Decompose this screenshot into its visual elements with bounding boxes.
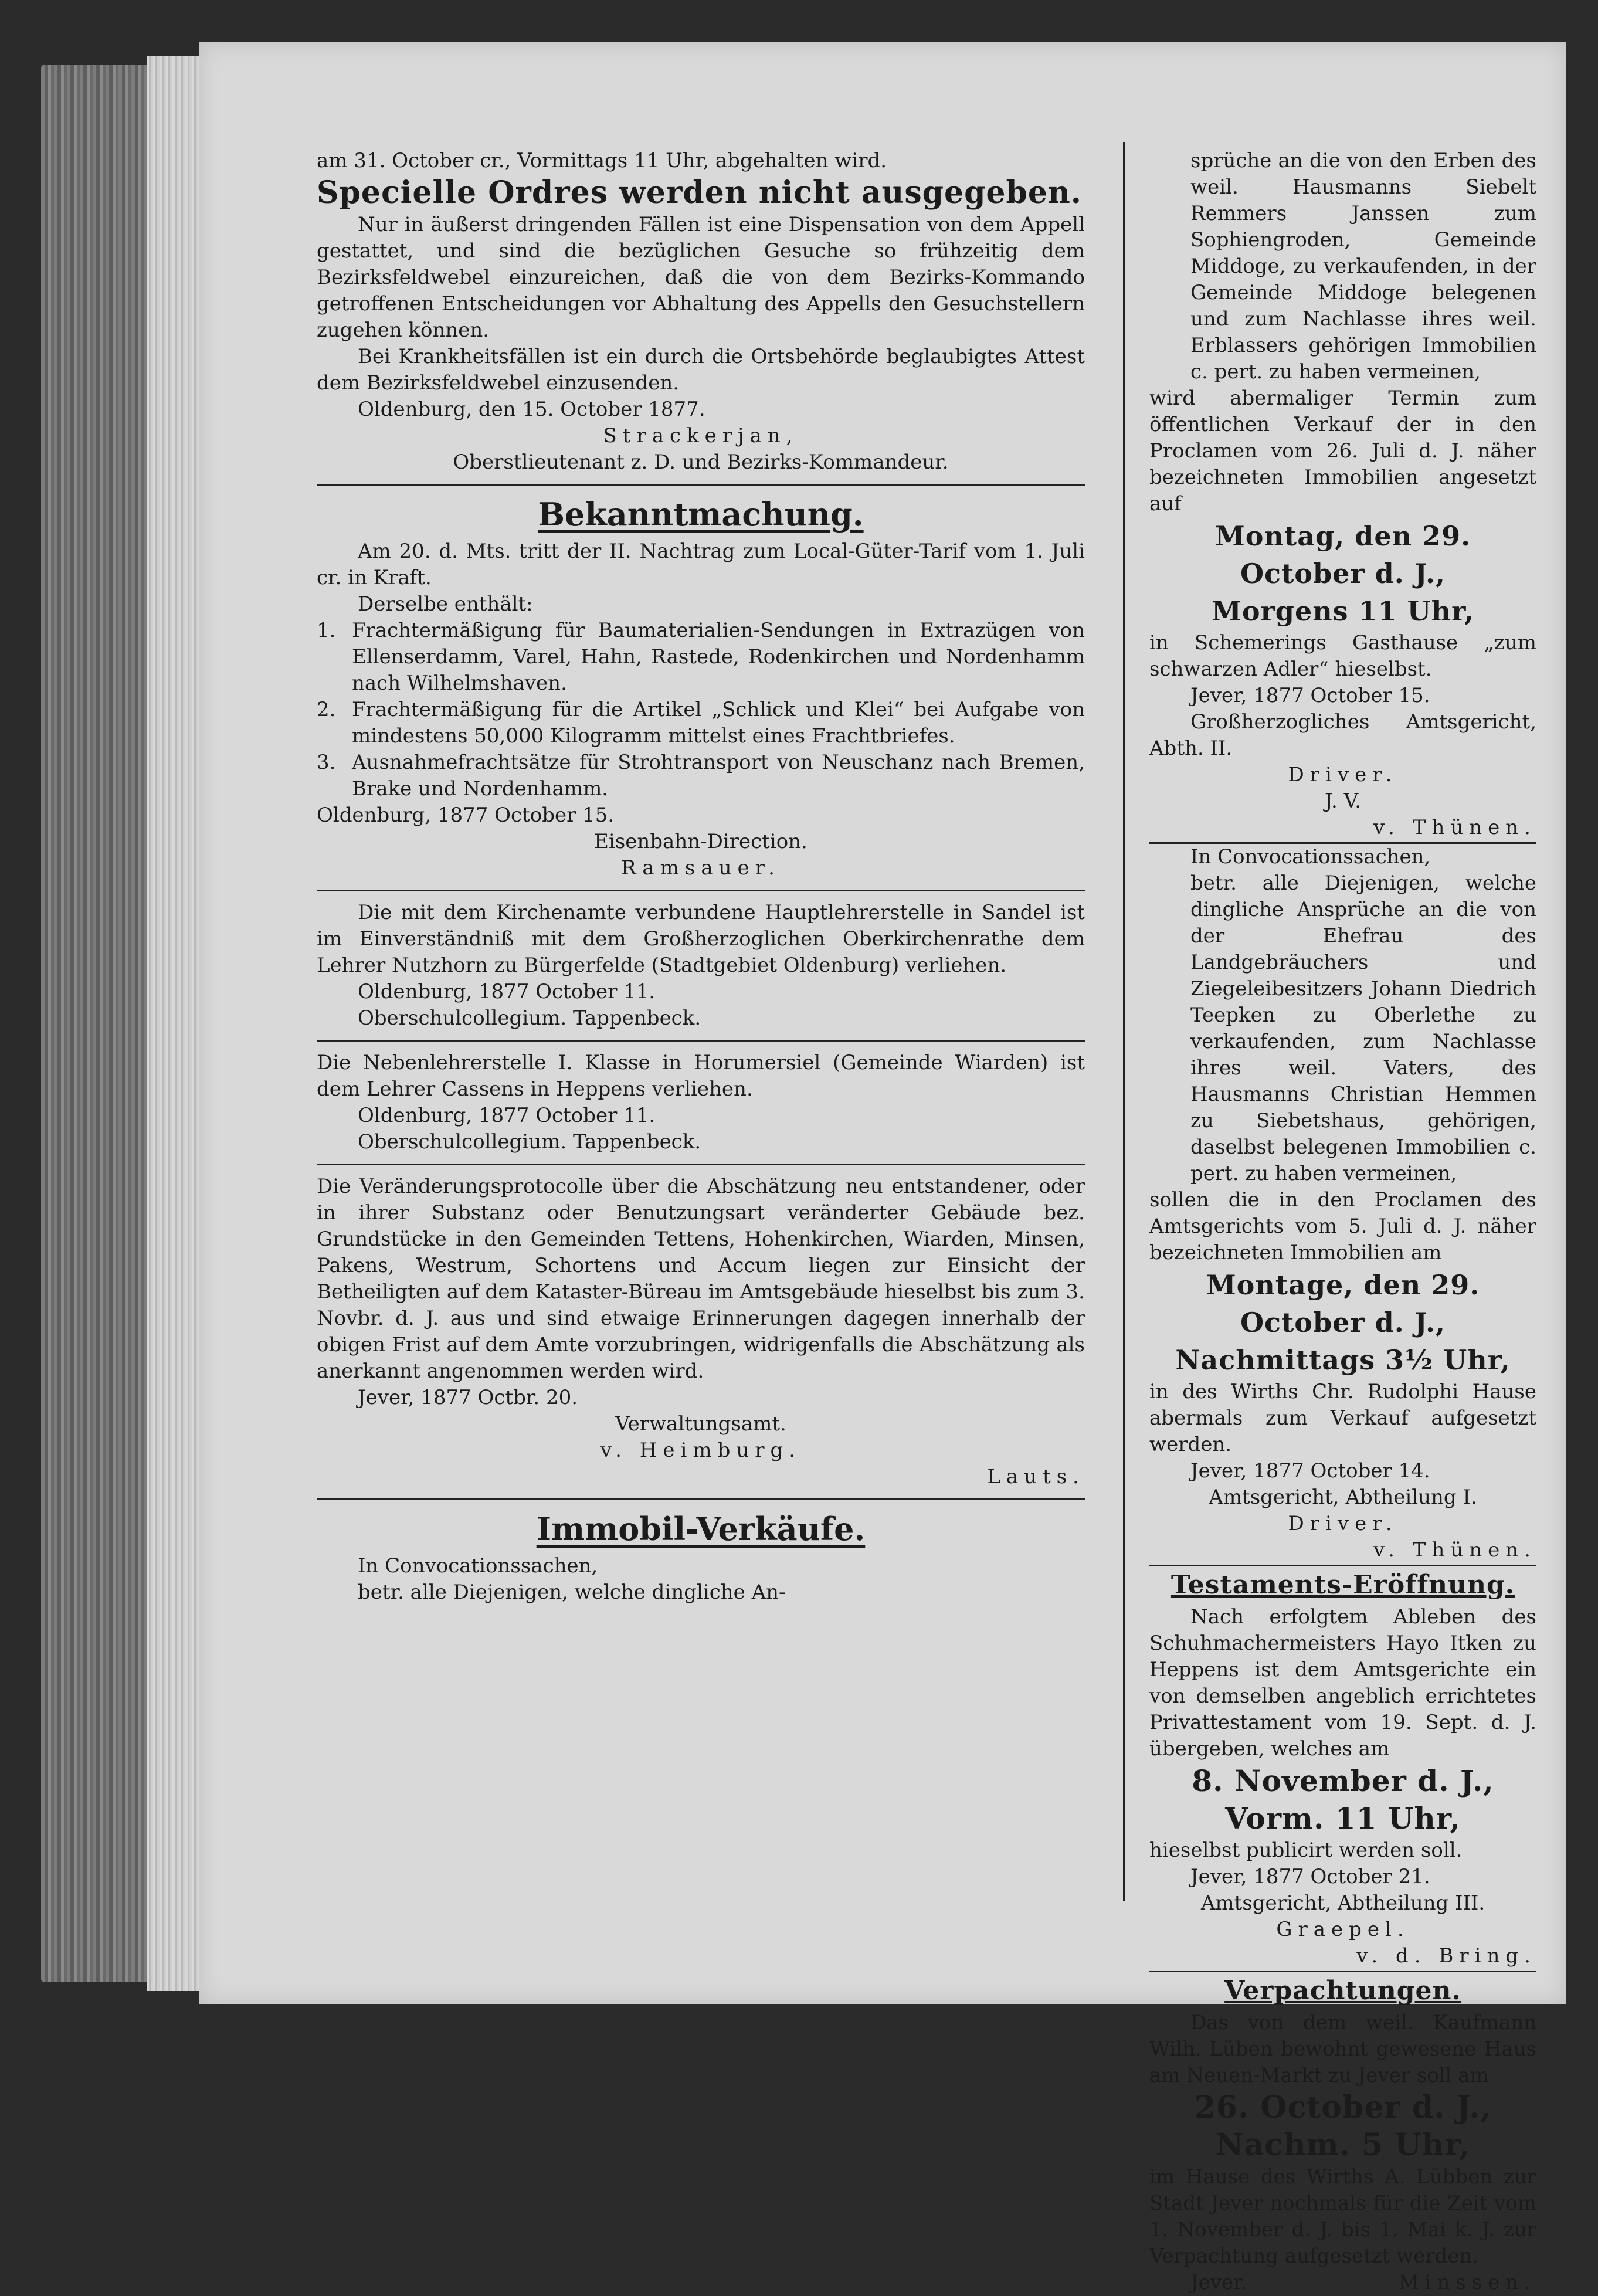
dateline: Jever, 1877 October 21. (1190, 1865, 1430, 1888)
signer-name: Lauts. (987, 1465, 1085, 1488)
paragraph: Am 20. d. Mts. tritt der II. Nachtrag zum Local-Güter-Tarif vom 1. Juli cr. in Kraft. (317, 540, 1085, 589)
paragraph: Die Nebenlehrerstelle I. Klasse in Horumersiel (Gemeinde Wiarden) ist dem Lehrer Cassens in Heppens verliehen. (317, 1051, 1085, 1101)
signer-name: Strackerjan, (603, 424, 799, 447)
date-heading: 26. October d. J., (1194, 2090, 1492, 2125)
dateline: Oldenburg, 1877 October 11. (358, 1104, 656, 1127)
list-number: 1. (317, 619, 336, 642)
paragraph: Bei Krankheitsfällen ist ein durch die Ortsbehörde beglaubigtes Attest dem Bezirksfeldwebel einzusenden. (317, 345, 1085, 395)
time-heading: Vorm. 11 Uhr, (1225, 1801, 1461, 1836)
paragraph: Das von dem weil. Kaufmann Wilh. Lüben bewohnt gewesene Haus am Neuen-Markt zu Jever soll am (1149, 2011, 1536, 2087)
section-heading: Verpachtungen. (1224, 1976, 1461, 2006)
date-heading: Montag, den 29. October d. J., (1214, 520, 1471, 589)
signer-name: Ramsauer. (621, 856, 781, 880)
intro-text: am 31. October cr., Vormittags 11 Uhr, abgehalten wird. (317, 149, 887, 172)
section-divider (317, 1164, 1085, 1165)
signer-name: Graepel. (1276, 1918, 1410, 1941)
right-column-content (1149, 148, 1536, 2296)
section-divider (317, 1040, 1085, 1042)
section-heading: Testaments-Eröffnung. (1170, 1570, 1515, 1600)
book-cover-edge (41, 65, 164, 1982)
list-text: Frachtermäßigung für die Artikel „Schlick und Klei“ bei Aufgabe von mindestens 50,000 Kilogramm mittelst eines Frachtbriefes. (352, 698, 1085, 748)
court: Großherzogliches Amtsgericht, Abth. II. (1149, 710, 1536, 760)
signer-name: J. V. (1324, 789, 1362, 813)
dateline: Jever, 1877 October 15. (1190, 684, 1430, 707)
paragraph: Nur in äußerst dringenden Fällen ist eine Dispensation von dem Appell gestattet, und sind die bezüglichen Gesuche so frühzeitig dem Bezirksfeldwebel einzureichen, daß die von dem Bezirks-Kommando getroffenen Entscheidungen vor Abhaltung des Appells den Gesuchstellern zugehen können. (317, 213, 1085, 342)
signer-name: v. Thünen. (1149, 815, 1536, 844)
paragraph: in Schemerings Gasthause „zum schwarzen Adler“ hieselbst. (1149, 631, 1536, 681)
paragraph: Die mit dem Kirchenamte verbundene Hauptlehrerstelle in Sandel ist im Einverständniß mit dem Großherzoglichen Oberkirchenrathe dem Lehrer Nutzhorn zu Bürgerfelde (Stadtgebiet Oldenburg) verliehen. (317, 901, 1085, 977)
signer-name: v. Thünen. (1149, 1537, 1536, 1566)
paragraph: betr. alle Diejenigen, welche dingliche An- (358, 1581, 786, 1604)
paragraph: betr. alle Diejenigen, welche dingliche Ansprüche an die von der Ehefrau des Landgebräuchers und Ziegeleibesitzers Johann Diedrich Teepken zu Oberlethe zu verkaufenden, zum Nachlasse ihres weil. Vaters, des Hausmanns Christian Hemmen zu Siebetshaus, gehörigen, daselbst belegenen Immobilien c. pert. zu haben vermeinen, (1190, 871, 1536, 1185)
paragraph: hieselbst publicirt werden soll. (1149, 1839, 1463, 1862)
list-item (317, 749, 1085, 802)
section-divider (317, 1498, 1085, 1500)
time-heading: Morgens 11 Uhr, (1211, 595, 1475, 627)
paragraph: Die Veränderungsprotocolle über die Abschätzung neu entstandener, oder in ihrer Substanz oder Benutzungsart veränderter Gebäude bez. Grundstücke in den Gemeinden Tettens, Hohenkirchen, Wiarden, Minsen, Pakens, Westrum, Schortens und Accum liegen zur Einsicht der Betheiligten auf dem Kataster-Büreau im Amtsgebäude hieselbst bis zum 3. Novbr. d. J. aus und sind etwaige Erinnerungen dagegen innerhalb der obigen Frist auf dem Amte vorzubringen, widrigenfalls die Abschätzung als anerkannt angenommen werden wird. (317, 1175, 1085, 1383)
signer-name: Minssen. (1398, 2271, 1536, 2294)
signer-name: Driver. (1288, 1512, 1398, 1535)
dateline: Jever, 1877 October 14. (1190, 1459, 1430, 1483)
section-heading: Bekanntmachung. (538, 496, 864, 533)
section-heading: Immobil-Verkäufe. (536, 1510, 866, 1548)
organization: Eisenbahn-Direction. (594, 830, 808, 853)
paragraph: im Hause des Wirths A. Lübben zur Stadt Jever nochmals für die Zeit vom 1. November d. J. bis 1. Mai k. J. zur Verpachtung aufgesetzt werden. (1149, 2165, 1536, 2268)
signer-name: v. d. Bring. (1149, 1943, 1536, 1972)
organization: Verwaltungsamt. (615, 1412, 786, 1436)
notice-heading: Specielle Ordres werden nicht ausgegeben. (317, 175, 1082, 211)
dateline: Oldenburg, 1877 October 15. (317, 803, 615, 827)
date-heading: Montage, den 29. October d. J., (1206, 1269, 1480, 1338)
list-item (317, 618, 1085, 697)
dateline: Jever, 1877 Octbr. 20. (358, 1386, 578, 1409)
time-heading: Nachm. 5 Uhr, (1215, 2127, 1471, 2163)
left-column (317, 148, 1085, 1606)
time-heading: Nachmittags 3½ Uhr, (1175, 1344, 1511, 1376)
paragraph: Derselbe enthält: (358, 592, 533, 616)
paragraph: sprüche an die von den Erben des weil. Hausmanns Siebelt Remmers Janssen zum Sophiengroden, Gemeinde Middoge, zu verkaufenden, in der Gemeinde Middoge belegenen und zum Nachlasse ihres weil. Erblassers gehörigen Immobilien c. pert. zu haben vermeinen, (1190, 149, 1536, 384)
section-divider (317, 484, 1085, 486)
paragraph: In Convocationssachen, (1190, 845, 1431, 869)
list-number: 3. (317, 751, 336, 774)
signer-name: Driver. (1288, 763, 1398, 786)
signature: Oberschulcollegium. Tappenbeck. (358, 1006, 701, 1030)
signer-title: Oberstlieutenant z. D. und Bezirks-Kommandeur. (453, 450, 949, 474)
paragraph: wird abermaliger Termin zum öffentlichen Verkauf der in den Proclamen vom 26. Juli d. J. näher bezeichneten Immobilien angesetzt auf (1149, 386, 1536, 516)
signature-row (1149, 2270, 1536, 2296)
court: Amtsgericht, Abtheilung I. (1209, 1486, 1477, 1509)
paragraph: Nach erfolgtem Ableben des Schuhmachermeisters Hayo Itken zu Heppens ist dem Amtsgerichte ein von demselben angeblich errichtetes Privattestament vom 19. Sept. d. J. übergeben, welches am (1149, 1605, 1536, 1761)
date-heading: 8. November d. J., (1192, 1763, 1494, 1798)
dateline: Oldenburg, 1877 October 11. (358, 980, 656, 1003)
paragraph: sollen die in den Proclamen des Amtsgerichts vom 5. Juli d. J. näher bezeichneten Immobilien am (1149, 1188, 1536, 1264)
signer-name: v. Heimburg. (600, 1439, 802, 1462)
section-divider (317, 890, 1085, 891)
place: Jever. (1190, 2271, 1247, 2294)
list-text: Frachtermäßigung für Baumaterialien-Sendungen in Extrazügen von Ellenserdamm, Varel, Hahn, Rastede, Rodenkirchen und Nordenhamm nach Wilhelmshaven. (352, 619, 1085, 695)
court: Amtsgericht, Abtheilung III. (1200, 1891, 1485, 1915)
dateline: Oldenburg, den 15. October 1877. (358, 398, 705, 421)
signature: Oberschulcollegium. Tappenbeck. (358, 1130, 701, 1154)
column-divider (1123, 142, 1125, 1901)
list-text: Ausnahmefrachtsätze für Strohtransport von Neuschanz nach Bremen, Brake und Nordenhamm. (352, 751, 1085, 801)
list-item (317, 697, 1085, 749)
list-number: 2. (317, 698, 336, 721)
paragraph: In Convocationssachen, (358, 1554, 598, 1578)
paragraph: in des Wirths Chr. Rudolphi Hause abermals zum Verkauf aufgesetzt werden. (1149, 1380, 1536, 1456)
